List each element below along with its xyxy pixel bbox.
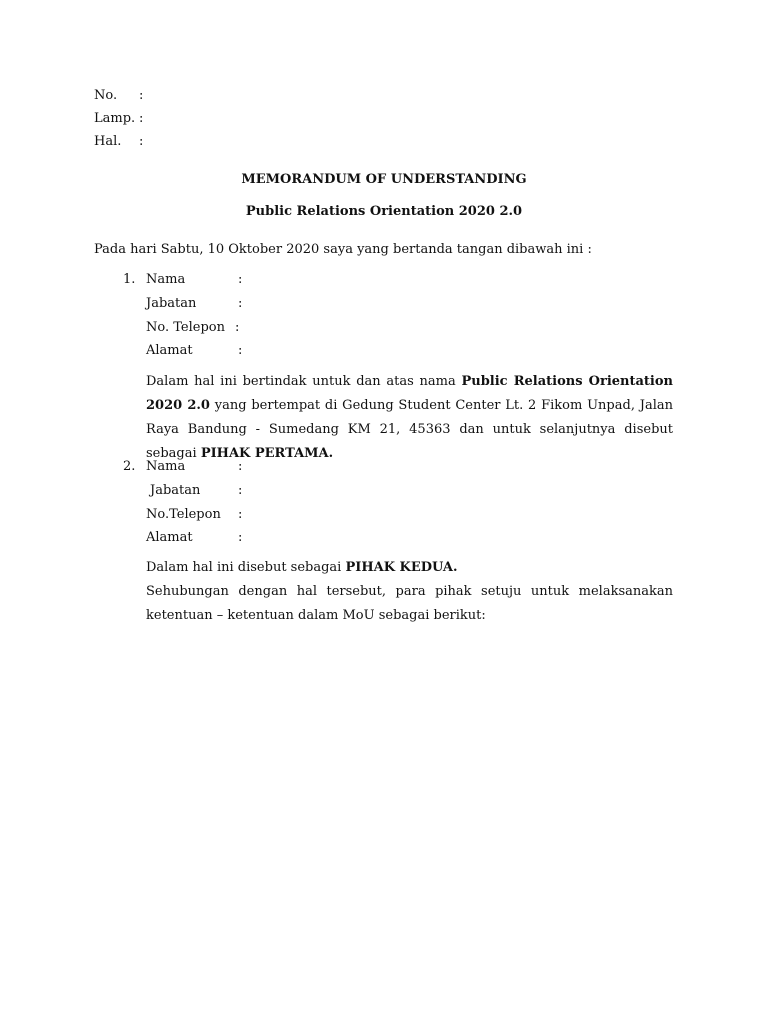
document-subtitle: Public Relations Orientation 2020 2.0 — [245, 204, 523, 219]
intro-text: Pada hari Sabtu, 10 Oktober 2020 saya yang bertanda tangan dibawah ini : — [94, 242, 592, 257]
lamp-label: Lamp. — [94, 111, 136, 126]
party-2-colon: : — [238, 459, 243, 474]
party-2-field-telepon: No.Telepon — [146, 507, 221, 522]
party-1-field-telepon: No. Telepon — [146, 320, 225, 335]
party-2-colon: : — [238, 483, 243, 498]
party-1-description — [146, 370, 673, 466]
party-2-field-nama: Nama — [146, 459, 186, 474]
party-1-desc-role: PIHAK PERTAMA. — [200, 446, 334, 461]
party-2-field-jabatan: Jabatan — [150, 483, 201, 498]
party-1-colon: : — [238, 272, 243, 287]
party-1-colon: : — [238, 343, 243, 358]
party-2-description — [146, 560, 458, 576]
party-1-field-nama: Nama — [146, 272, 186, 287]
party-1-desc-text-a: Dalam hal ini bertindak untuk dan atas nama — [146, 374, 462, 389]
party-1-number: 1. — [123, 272, 136, 287]
party-2-number: 2. — [123, 459, 136, 474]
no-colon: : — [139, 88, 144, 103]
lamp-colon: : — [139, 111, 144, 126]
party-1-desc-org: Public Relations Orientation 2020 2.0 — [146, 374, 673, 413]
party-2-colon: : — [238, 507, 243, 522]
party-2-desc-role: PIHAK KEDUA. — [345, 560, 458, 575]
party-1-desc-text-b: yang bertempat di Gedung Student Center Lt. 2 Fikom Unpad, Jalan Raya Bandung - Sumedang KM 21, 45363 dan untuk selanjutnya disebut sebagai — [146, 398, 673, 461]
party-1-colon: : — [235, 320, 240, 335]
hal-colon: : — [139, 134, 144, 149]
party-2-desc-text: Dalam hal ini disebut sebagai — [146, 560, 346, 575]
party-1-colon: : — [238, 296, 243, 311]
party-1-field-jabatan: Jabatan — [146, 296, 197, 311]
closing-paragraph: Sehubungan dengan hal tersebut, para pihak setuju untuk melaksanakan ketentuan – ketentuan dalam MoU sebagai berikut: — [146, 584, 673, 623]
hal-label: Hal. — [94, 134, 122, 149]
no-label: No. — [94, 88, 118, 103]
party-2-colon: : — [238, 530, 243, 545]
party-2-field-alamat: Alamat — [146, 530, 193, 545]
party-1-field-alamat: Alamat — [146, 343, 193, 358]
document-title: MEMORANDUM OF UNDERSTANDING — [241, 172, 527, 187]
